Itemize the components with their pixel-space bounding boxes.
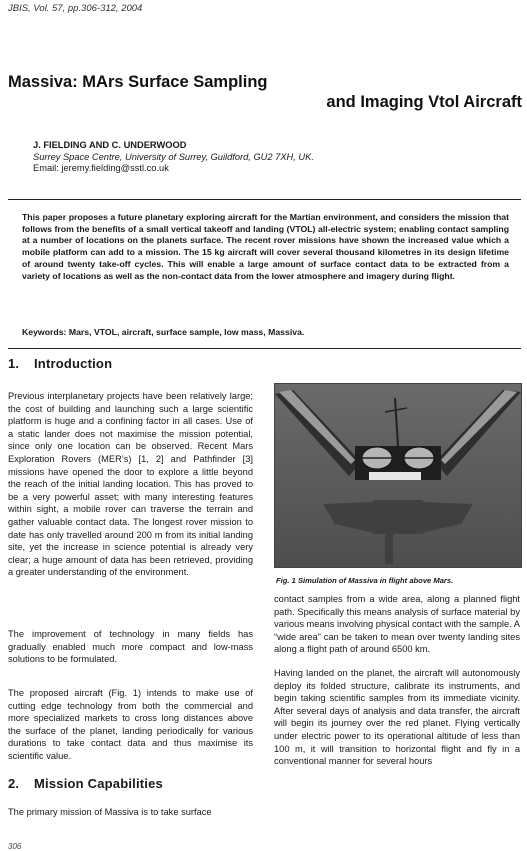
section-number: 1.	[8, 356, 20, 371]
aircraft-render-image	[275, 384, 521, 567]
page-number: 306	[8, 842, 22, 851]
body-paragraph-2: The improvement of technology in many fields has gradually enabled much more compact and low-mass solutions to be formulated.	[8, 629, 253, 665]
author-affiliation: Surrey Space Centre, University of Surrey, Guildford, GU2 7XH, UK.	[33, 151, 314, 162]
section-heading-mission	[8, 776, 163, 791]
author-block	[33, 140, 503, 175]
body-paragraph-1: Previous interplanetary projects have been relatively large; the cost of building and launching such a large scientific platform is huge and a confining factor in all cases. Use of a static lander does not maximise the mission potential, since only one location can be observed. Recent Mars Exploration Rovers (MER’s) [1, 2] and Pathfinder [3] missions have opened the door to explore a little beyond the reach of the initial landing location. This has proved to be a very powerful asset; with many interesting features within sight, a mobile rover can traverse the terrain and gather valuable contact data. The longest rover mission to date has only travelled around 200 m from its initial landing site, yet the increase in science potential is already very clear; a huge amount of data has been retrieved, providing a greater understanding of the environment.	[8, 391, 253, 578]
body-paragraph-4: The primary mission of Massiva is to take surface	[8, 807, 212, 817]
keywords	[22, 327, 509, 337]
figure-caption: Fig. 1 Simulation of Massiva in flight above Mars.	[276, 576, 454, 585]
keywords-label: Keywords:	[22, 327, 67, 337]
title-line-1: Massiva: MArs Surface Sampling	[8, 73, 268, 91]
divider-top	[8, 199, 521, 200]
section-title: Introduction	[34, 356, 113, 371]
title-line-2: and Imaging Vtol Aircraft	[326, 93, 522, 111]
divider-bottom	[8, 348, 521, 349]
section-title: Mission Capabilities	[34, 776, 163, 791]
author-email: Email: jeremy.fielding@sstl.co.uk	[33, 163, 169, 173]
figure-aircraft-simulation	[274, 383, 522, 568]
section-heading-introduction	[8, 356, 112, 371]
paper-title	[8, 72, 522, 112]
body-paragraph-3: The proposed aircraft (Fig. 1) intends to make use of cutting edge technology from both the commercial and more specialized markets to cross long distances above the surface of the planet, landing periodically for various durations to take contact data and thus maximise its scientific value.	[8, 688, 253, 761]
body-paragraph-5: contact samples from a wide area, along a planned flight path. Specifically this means analysis of surface material by various means involving physical contact with the sample. A “wide area” can be taken to mean over twenty landing sites along a flight path of around 6500 km.	[274, 594, 520, 655]
author-names: J. FIELDING AND C. UNDERWOOD	[33, 140, 187, 150]
journal-citation: JBIS, Vol. 57, pp.306-312, 2004	[8, 3, 143, 14]
abstract: This paper proposes a future planetary exploring aircraft for the Martian environment, and considers the mission that follows from the benefits of a small vertical takeoff and landing (VTOL) all-electric system; enabling contact sampling at a number of locations on the planets surface. The recent rover missions have shown the increased value which a mobile platform can add to a mission. The 15 kg aircraft will cover several thousand kilometres in its design lifetime of around twenty take-off cycles. This will enable a large amount of surface contact data to be extracted from a variety of locations as well as the non-contact data from the lower atmosphere and imagery during flight.	[22, 212, 509, 281]
keywords-list: Mars, VTOL, aircraft, surface sample, low mass, Massiva.	[66, 327, 305, 337]
body-paragraph-6: Having landed on the planet, the aircraft will autonomously deploy its folded structure, calibrate its instruments, and begin taking scientific samples from its immediate vicinity. After several days of analysis and data transfer, the aircraft will begin its journey over the red planet. Flying vertically under electric power to its operational altitude of less than 100 m, it will transition to horizontal flight and fly in a conventional manner for several hours	[274, 668, 520, 767]
section-number: 2.	[8, 776, 20, 791]
